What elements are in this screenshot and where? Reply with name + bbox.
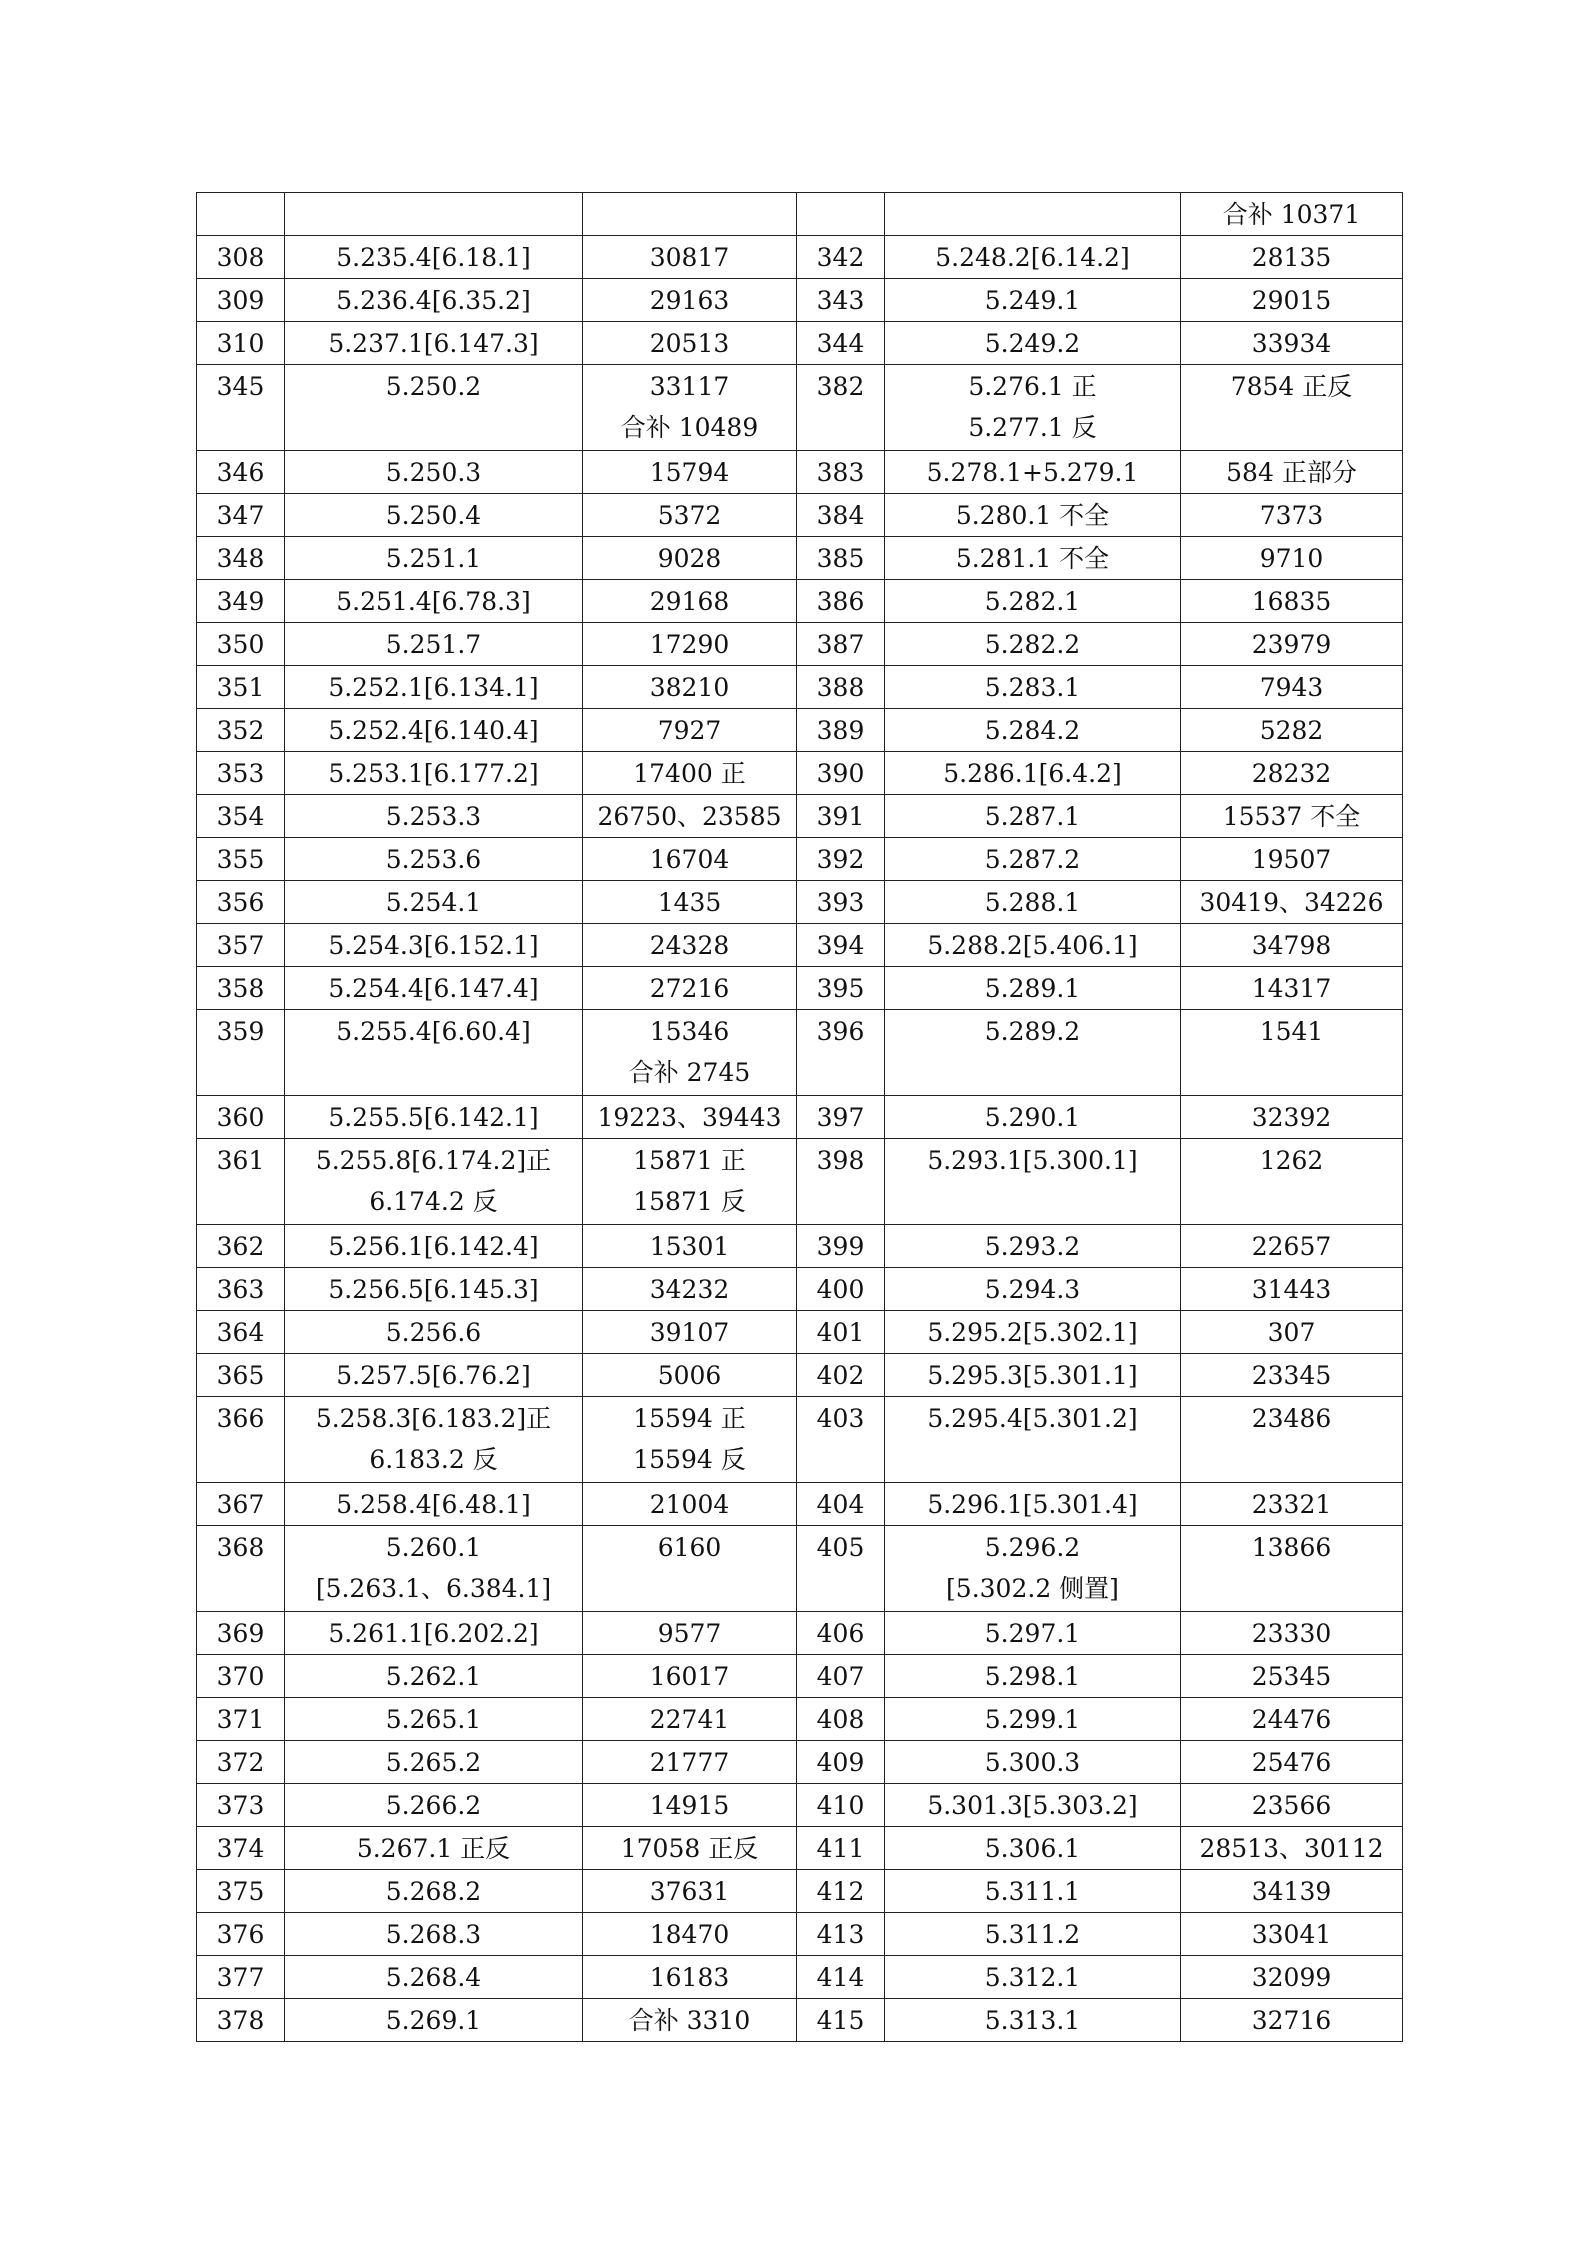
- right-catalog-cell: 22657: [1181, 1225, 1403, 1268]
- right-catalog-cell: 32099: [1181, 1956, 1403, 1999]
- right-number-cell: 390: [797, 752, 885, 795]
- left-catalog-cell: 29163: [583, 279, 797, 322]
- left-catalog-cell: 33117 合补 10489: [583, 365, 797, 451]
- right-reference-cell: 5.296.1[5.301.4]: [885, 1483, 1181, 1526]
- left-number-cell: 353: [197, 752, 285, 795]
- left-reference-cell: 5.265.2: [285, 1741, 583, 1784]
- table-row: [197, 365, 1403, 451]
- table-row: [197, 752, 1403, 795]
- right-number-cell: 401: [797, 1311, 885, 1354]
- table-row: [197, 795, 1403, 838]
- right-number-cell: 407: [797, 1655, 885, 1698]
- left-number-cell: 377: [197, 1956, 285, 1999]
- right-catalog-cell: 1262: [1181, 1139, 1403, 1225]
- left-reference-cell: 5.253.6: [285, 838, 583, 881]
- table-row: [197, 1741, 1403, 1784]
- table-row: [197, 1913, 1403, 1956]
- right-catalog-cell: 23321: [1181, 1483, 1403, 1526]
- right-reference-cell: 5.282.2: [885, 623, 1181, 666]
- right-number-cell: 413: [797, 1913, 885, 1956]
- right-reference-cell: [885, 193, 1181, 236]
- left-reference-cell: 5.258.3[6.183.2]正 6.183.2 反: [285, 1397, 583, 1483]
- left-number-cell: 371: [197, 1698, 285, 1741]
- table-row: [197, 494, 1403, 537]
- table-row: [197, 322, 1403, 365]
- right-reference-cell: 5.282.1: [885, 580, 1181, 623]
- right-catalog-cell: 16835: [1181, 580, 1403, 623]
- left-reference-cell: 5.255.4[6.60.4]: [285, 1010, 583, 1096]
- left-catalog-cell: 21777: [583, 1741, 797, 1784]
- right-reference-cell: 5.248.2[6.14.2]: [885, 236, 1181, 279]
- table-row: [197, 1139, 1403, 1225]
- right-reference-cell: 5.293.2: [885, 1225, 1181, 1268]
- left-number-cell: 376: [197, 1913, 285, 1956]
- right-number-cell: 408: [797, 1698, 885, 1741]
- left-number-cell: 370: [197, 1655, 285, 1698]
- left-catalog-cell: 27216: [583, 967, 797, 1010]
- left-catalog-cell: 15794: [583, 451, 797, 494]
- right-number-cell: 387: [797, 623, 885, 666]
- table-row: [197, 1870, 1403, 1913]
- left-catalog-cell: 24328: [583, 924, 797, 967]
- left-reference-cell: 5.268.3: [285, 1913, 583, 1956]
- right-reference-cell: 5.287.1: [885, 795, 1181, 838]
- right-catalog-cell: 23486: [1181, 1397, 1403, 1483]
- left-reference-cell: 5.265.1: [285, 1698, 583, 1741]
- right-number-cell: 389: [797, 709, 885, 752]
- left-number-cell: 309: [197, 279, 285, 322]
- left-number-cell: 368: [197, 1526, 285, 1612]
- left-number-cell: 349: [197, 580, 285, 623]
- table-body: [197, 193, 1403, 2042]
- left-reference-cell: 5.255.8[6.174.2]正 6.174.2 反: [285, 1139, 583, 1225]
- table-row: [197, 1827, 1403, 1870]
- table-row: [197, 451, 1403, 494]
- left-number-cell: 345: [197, 365, 285, 451]
- right-reference-cell: 5.249.2: [885, 322, 1181, 365]
- right-catalog-cell: 15537 不全: [1181, 795, 1403, 838]
- right-number-cell: 400: [797, 1268, 885, 1311]
- right-catalog-cell: 32392: [1181, 1096, 1403, 1139]
- right-catalog-cell: 29015: [1181, 279, 1403, 322]
- left-catalog-cell: 17058 正反: [583, 1827, 797, 1870]
- table-row: [197, 1311, 1403, 1354]
- left-catalog-cell: 1435: [583, 881, 797, 924]
- left-reference-cell: 5.256.5[6.145.3]: [285, 1268, 583, 1311]
- left-reference-cell: 5.250.3: [285, 451, 583, 494]
- right-number-cell: 415: [797, 1999, 885, 2042]
- right-reference-cell: 5.299.1: [885, 1698, 1181, 1741]
- right-number-cell: 395: [797, 967, 885, 1010]
- right-reference-cell: 5.295.4[5.301.2]: [885, 1397, 1181, 1483]
- right-catalog-cell: 14317: [1181, 967, 1403, 1010]
- right-reference-cell: 5.312.1: [885, 1956, 1181, 1999]
- left-catalog-cell: 9028: [583, 537, 797, 580]
- table-row: [197, 193, 1403, 236]
- left-reference-cell: 5.252.1[6.134.1]: [285, 666, 583, 709]
- left-catalog-cell: 16183: [583, 1956, 797, 1999]
- right-number-cell: 406: [797, 1612, 885, 1655]
- right-reference-cell: 5.290.1: [885, 1096, 1181, 1139]
- left-number-cell: 350: [197, 623, 285, 666]
- right-reference-cell: 5.284.2: [885, 709, 1181, 752]
- left-catalog-cell: 15346 合补 2745: [583, 1010, 797, 1096]
- table-row: [197, 881, 1403, 924]
- left-catalog-cell: 30817: [583, 236, 797, 279]
- left-number-cell: 310: [197, 322, 285, 365]
- right-catalog-cell: 28232: [1181, 752, 1403, 795]
- left-number-cell: 365: [197, 1354, 285, 1397]
- right-number-cell: 404: [797, 1483, 885, 1526]
- left-reference-cell: 5.252.4[6.140.4]: [285, 709, 583, 752]
- left-number-cell: 362: [197, 1225, 285, 1268]
- right-reference-cell: 5.283.1: [885, 666, 1181, 709]
- table-row: [197, 1010, 1403, 1096]
- left-catalog-cell: [583, 193, 797, 236]
- right-reference-cell: 5.287.2: [885, 838, 1181, 881]
- left-catalog-cell: 29168: [583, 580, 797, 623]
- right-catalog-cell: 33934: [1181, 322, 1403, 365]
- left-catalog-cell: 15871 正 15871 反: [583, 1139, 797, 1225]
- right-number-cell: [797, 193, 885, 236]
- left-catalog-cell: 15301: [583, 1225, 797, 1268]
- right-reference-cell: 5.311.2: [885, 1913, 1181, 1956]
- left-number-cell: 366: [197, 1397, 285, 1483]
- left-number-cell: 373: [197, 1784, 285, 1827]
- right-number-cell: 399: [797, 1225, 885, 1268]
- left-catalog-cell: 14915: [583, 1784, 797, 1827]
- left-number-cell: 358: [197, 967, 285, 1010]
- right-catalog-cell: 28135: [1181, 236, 1403, 279]
- table-row: [197, 580, 1403, 623]
- left-number-cell: 360: [197, 1096, 285, 1139]
- left-number-cell: 348: [197, 537, 285, 580]
- right-reference-cell: 5.295.3[5.301.1]: [885, 1354, 1181, 1397]
- right-catalog-cell: 5282: [1181, 709, 1403, 752]
- left-number-cell: 375: [197, 1870, 285, 1913]
- right-number-cell: 384: [797, 494, 885, 537]
- left-reference-cell: 5.250.2: [285, 365, 583, 451]
- left-catalog-cell: 34232: [583, 1268, 797, 1311]
- table-row: [197, 924, 1403, 967]
- left-reference-cell: 5.250.4: [285, 494, 583, 537]
- right-catalog-cell: 307: [1181, 1311, 1403, 1354]
- left-catalog-cell: 15594 正 15594 反: [583, 1397, 797, 1483]
- right-reference-cell: 5.289.2: [885, 1010, 1181, 1096]
- right-number-cell: 382: [797, 365, 885, 451]
- left-catalog-cell: 16704: [583, 838, 797, 881]
- right-catalog-cell: 23979: [1181, 623, 1403, 666]
- right-catalog-cell: 13866: [1181, 1526, 1403, 1612]
- left-number-cell: 364: [197, 1311, 285, 1354]
- right-number-cell: 396: [797, 1010, 885, 1096]
- left-catalog-cell: 合补 3310: [583, 1999, 797, 2042]
- table-row: [197, 1655, 1403, 1698]
- left-number-cell: 347: [197, 494, 285, 537]
- left-reference-cell: 5.236.4[6.35.2]: [285, 279, 583, 322]
- right-catalog-cell: 23330: [1181, 1612, 1403, 1655]
- right-catalog-cell: 34798: [1181, 924, 1403, 967]
- right-reference-cell: 5.280.1 不全: [885, 494, 1181, 537]
- left-reference-cell: 5.266.2: [285, 1784, 583, 1827]
- right-catalog-cell: 28513、30112: [1181, 1827, 1403, 1870]
- right-reference-cell: 5.276.1 正 5.277.1 反: [885, 365, 1181, 451]
- right-reference-cell: 5.293.1[5.300.1]: [885, 1139, 1181, 1225]
- left-reference-cell: 5.253.3: [285, 795, 583, 838]
- right-catalog-cell: 7943: [1181, 666, 1403, 709]
- table-row: [197, 1354, 1403, 1397]
- right-catalog-cell: 25476: [1181, 1741, 1403, 1784]
- left-reference-cell: 5.258.4[6.48.1]: [285, 1483, 583, 1526]
- right-catalog-cell: 584 正部分: [1181, 451, 1403, 494]
- left-reference-cell: 5.268.4: [285, 1956, 583, 1999]
- left-reference-cell: 5.268.2: [285, 1870, 583, 1913]
- table-row: [197, 537, 1403, 580]
- left-number-cell: 355: [197, 838, 285, 881]
- left-catalog-cell: 16017: [583, 1655, 797, 1698]
- right-reference-cell: 5.288.1: [885, 881, 1181, 924]
- right-catalog-cell: 30419、34226: [1181, 881, 1403, 924]
- left-number-cell: 308: [197, 236, 285, 279]
- left-number-cell: 378: [197, 1999, 285, 2042]
- left-number-cell: 352: [197, 709, 285, 752]
- left-number-cell: 374: [197, 1827, 285, 1870]
- left-number-cell: 354: [197, 795, 285, 838]
- right-reference-cell: 5.294.3: [885, 1268, 1181, 1311]
- right-catalog-cell: 31443: [1181, 1268, 1403, 1311]
- right-number-cell: 393: [797, 881, 885, 924]
- right-number-cell: 397: [797, 1096, 885, 1139]
- right-reference-cell: 5.300.3: [885, 1741, 1181, 1784]
- right-reference-cell: 5.281.1 不全: [885, 537, 1181, 580]
- left-catalog-cell: 17290: [583, 623, 797, 666]
- left-reference-cell: 5.256.1[6.142.4]: [285, 1225, 583, 1268]
- table-row: [197, 1268, 1403, 1311]
- left-catalog-cell: 6160: [583, 1526, 797, 1612]
- right-reference-cell: 5.278.1+5.279.1: [885, 451, 1181, 494]
- left-number-cell: 359: [197, 1010, 285, 1096]
- right-number-cell: 411: [797, 1827, 885, 1870]
- right-number-cell: 405: [797, 1526, 885, 1612]
- left-catalog-cell: 5006: [583, 1354, 797, 1397]
- right-number-cell: 343: [797, 279, 885, 322]
- left-catalog-cell: 38210: [583, 666, 797, 709]
- table-row: [197, 1956, 1403, 1999]
- table-row: [197, 1784, 1403, 1827]
- left-number-cell: 372: [197, 1741, 285, 1784]
- left-reference-cell: 5.261.1[6.202.2]: [285, 1612, 583, 1655]
- right-catalog-cell: 23566: [1181, 1784, 1403, 1827]
- right-catalog-cell: 1541: [1181, 1010, 1403, 1096]
- right-number-cell: 398: [797, 1139, 885, 1225]
- right-number-cell: 342: [797, 236, 885, 279]
- right-reference-cell: 5.311.1: [885, 1870, 1181, 1913]
- left-reference-cell: 5.251.1: [285, 537, 583, 580]
- left-reference-cell: 5.254.3[6.152.1]: [285, 924, 583, 967]
- right-reference-cell: 5.313.1: [885, 1999, 1181, 2042]
- right-catalog-cell: 24476: [1181, 1698, 1403, 1741]
- right-number-cell: 394: [797, 924, 885, 967]
- right-catalog-cell: 合补 10371: [1181, 193, 1403, 236]
- right-number-cell: 388: [797, 666, 885, 709]
- left-number-cell: 369: [197, 1612, 285, 1655]
- right-catalog-cell: 23345: [1181, 1354, 1403, 1397]
- right-reference-cell: 5.289.1: [885, 967, 1181, 1010]
- table-row: [197, 623, 1403, 666]
- right-number-cell: 385: [797, 537, 885, 580]
- right-reference-cell: 5.306.1: [885, 1827, 1181, 1870]
- left-reference-cell: 5.256.6: [285, 1311, 583, 1354]
- right-catalog-cell: 33041: [1181, 1913, 1403, 1956]
- table-row: [197, 1096, 1403, 1139]
- right-catalog-cell: 34139: [1181, 1870, 1403, 1913]
- table-row: [197, 236, 1403, 279]
- right-reference-cell: 5.297.1: [885, 1612, 1181, 1655]
- left-reference-cell: 5.253.1[6.177.2]: [285, 752, 583, 795]
- right-catalog-cell: 9710: [1181, 537, 1403, 580]
- left-reference-cell: 5.262.1: [285, 1655, 583, 1698]
- right-reference-cell: 5.296.2 [5.302.2 侧置]: [885, 1526, 1181, 1612]
- left-number-cell: 346: [197, 451, 285, 494]
- table-row: [197, 1225, 1403, 1268]
- table-row: [197, 1397, 1403, 1483]
- right-number-cell: 392: [797, 838, 885, 881]
- left-catalog-cell: 9577: [583, 1612, 797, 1655]
- right-number-cell: 402: [797, 1354, 885, 1397]
- left-reference-cell: 5.254.1: [285, 881, 583, 924]
- right-catalog-cell: 7854 正反: [1181, 365, 1403, 451]
- right-number-cell: 391: [797, 795, 885, 838]
- left-number-cell: 357: [197, 924, 285, 967]
- left-reference-cell: 5.251.4[6.78.3]: [285, 580, 583, 623]
- table-row: [197, 838, 1403, 881]
- left-reference-cell: 5.269.1: [285, 1999, 583, 2042]
- table-row: [197, 1612, 1403, 1655]
- right-number-cell: 409: [797, 1741, 885, 1784]
- table-row: [197, 666, 1403, 709]
- left-reference-cell: 5.257.5[6.76.2]: [285, 1354, 583, 1397]
- left-catalog-cell: 17400 正: [583, 752, 797, 795]
- right-catalog-cell: 25345: [1181, 1655, 1403, 1698]
- left-catalog-cell: 37631: [583, 1870, 797, 1913]
- left-catalog-cell: 19223、39443: [583, 1096, 797, 1139]
- right-number-cell: 412: [797, 1870, 885, 1913]
- left-reference-cell: 5.255.5[6.142.1]: [285, 1096, 583, 1139]
- table-row: [197, 279, 1403, 322]
- left-number-cell: 363: [197, 1268, 285, 1311]
- table-row: [197, 1698, 1403, 1741]
- table-row: [197, 1483, 1403, 1526]
- left-catalog-cell: 21004: [583, 1483, 797, 1526]
- left-reference-cell: 5.267.1 正反: [285, 1827, 583, 1870]
- left-reference-cell: 5.251.7: [285, 623, 583, 666]
- left-catalog-cell: 7927: [583, 709, 797, 752]
- left-reference-cell: 5.235.4[6.18.1]: [285, 236, 583, 279]
- left-catalog-cell: 18470: [583, 1913, 797, 1956]
- right-number-cell: 344: [797, 322, 885, 365]
- concordance-table: [196, 192, 1403, 2042]
- left-number-cell: 356: [197, 881, 285, 924]
- right-reference-cell: 5.249.1: [885, 279, 1181, 322]
- right-reference-cell: 5.298.1: [885, 1655, 1181, 1698]
- table-row: [197, 1999, 1403, 2042]
- left-catalog-cell: 26750、23585: [583, 795, 797, 838]
- left-reference-cell: [285, 193, 583, 236]
- left-catalog-cell: 22741: [583, 1698, 797, 1741]
- left-number-cell: 361: [197, 1139, 285, 1225]
- right-number-cell: 414: [797, 1956, 885, 1999]
- right-number-cell: 386: [797, 580, 885, 623]
- table-row: [197, 709, 1403, 752]
- right-reference-cell: 5.295.2[5.302.1]: [885, 1311, 1181, 1354]
- table-row: [197, 967, 1403, 1010]
- right-catalog-cell: 7373: [1181, 494, 1403, 537]
- right-number-cell: 403: [797, 1397, 885, 1483]
- right-number-cell: 410: [797, 1784, 885, 1827]
- left-catalog-cell: 20513: [583, 322, 797, 365]
- left-catalog-cell: 39107: [583, 1311, 797, 1354]
- right-reference-cell: 5.301.3[5.303.2]: [885, 1784, 1181, 1827]
- left-reference-cell: 5.260.1 [5.263.1、6.384.1]: [285, 1526, 583, 1612]
- left-number-cell: 367: [197, 1483, 285, 1526]
- right-reference-cell: 5.288.2[5.406.1]: [885, 924, 1181, 967]
- left-number-cell: [197, 193, 285, 236]
- left-reference-cell: 5.237.1[6.147.3]: [285, 322, 583, 365]
- right-reference-cell: 5.286.1[6.4.2]: [885, 752, 1181, 795]
- right-catalog-cell: 19507: [1181, 838, 1403, 881]
- left-reference-cell: 5.254.4[6.147.4]: [285, 967, 583, 1010]
- left-catalog-cell: 5372: [583, 494, 797, 537]
- right-number-cell: 383: [797, 451, 885, 494]
- right-catalog-cell: 32716: [1181, 1999, 1403, 2042]
- left-number-cell: 351: [197, 666, 285, 709]
- table-row: [197, 1526, 1403, 1612]
